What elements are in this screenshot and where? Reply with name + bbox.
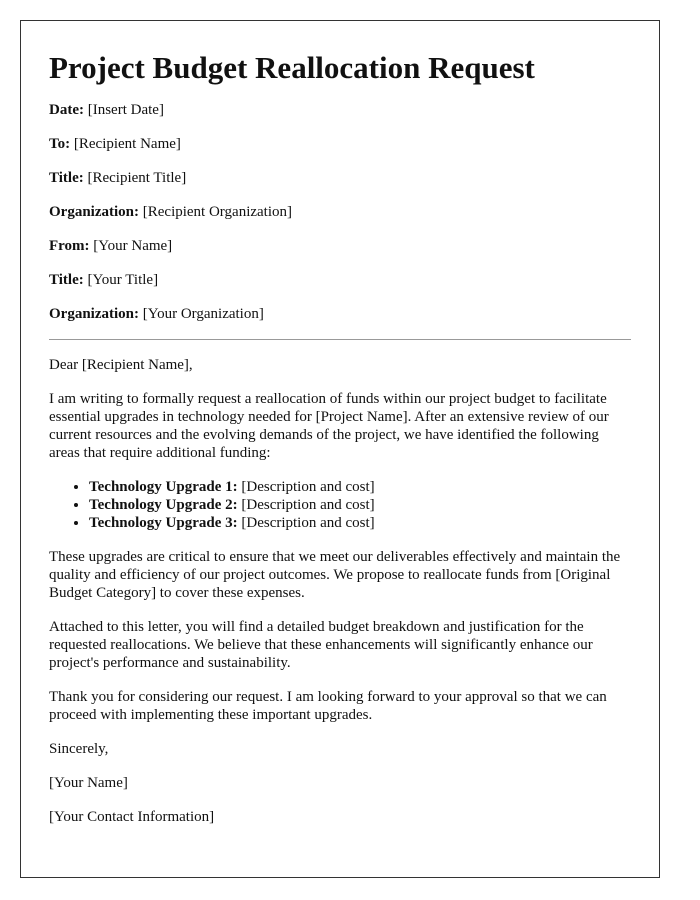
signature-contact: [Your Contact Information]: [49, 809, 215, 825]
to-value: [Recipient Name]: [70, 136, 181, 152]
to-field: [49, 135, 631, 153]
upgrade-list: [49, 478, 631, 532]
letter-title: Project Budget Reallocation Request: [49, 50, 535, 85]
salutation: Dear [Recipient Name],: [49, 357, 193, 373]
closing: Sincerely,: [49, 741, 109, 757]
critical-paragraph: These upgrades are critical to ensure that we meet our deliverables effectively and maintain the quality and efficiency of our project outcomes. We propose to reallocate funds from [Original Budget Category] to cover these expenses.: [49, 549, 621, 601]
sender-organization-field: [49, 305, 631, 323]
recipient-organization-field: [49, 203, 631, 221]
sender-organization-label: Organization:: [49, 306, 139, 322]
upgrade-description: [Description and cost]: [237, 497, 375, 513]
recipient-organization-value: [Recipient Organization]: [139, 204, 293, 220]
sender-title-field: [49, 271, 631, 289]
upgrade-description: [Description and cost]: [237, 479, 375, 495]
to-label: To:: [49, 136, 71, 152]
upgrade-label: Technology Upgrade 3:: [89, 515, 238, 531]
list-item: [89, 496, 631, 514]
from-field: [49, 237, 631, 255]
letter-document: [20, 20, 660, 878]
thanks-paragraph: Thank you for considering our request. I am looking forward to your approval so that we can proceed with implementing these important upgrades.: [49, 689, 607, 723]
date-label: Date:: [49, 102, 84, 118]
recipient-title-field: [49, 169, 631, 187]
from-label: From:: [49, 238, 90, 254]
list-item: [89, 514, 631, 532]
list-item: [89, 478, 631, 496]
header-divider: [49, 339, 631, 340]
from-value: [Your Name]: [89, 238, 173, 254]
sender-organization-value: [Your Organization]: [139, 306, 264, 322]
upgrade-description: [Description and cost]: [237, 515, 375, 531]
recipient-title-value: [Recipient Title]: [83, 170, 187, 186]
signature-name: [Your Name]: [49, 775, 128, 791]
intro-paragraph: I am writing to formally request a reallocation of funds within our project budget to facilitate essential upgrades in technology needed for [Project Name]. After an extensive review of our current resources and the evolving demands of the project, we have identified the following areas that require additional funding:: [49, 391, 609, 461]
upgrade-label: Technology Upgrade 2:: [89, 497, 238, 513]
date-field: [49, 101, 631, 119]
attachment-paragraph: Attached to this letter, you will find a detailed budget breakdown and justification for the requested reallocations. We believe that these enhancements will significantly enhance our project's performance and sustainability.: [49, 619, 593, 671]
date-value: [Insert Date]: [83, 102, 164, 118]
sender-title-label: Title:: [49, 272, 84, 288]
recipient-title-label: Title:: [49, 170, 84, 186]
upgrade-label: Technology Upgrade 1:: [89, 479, 238, 495]
recipient-organization-label: Organization:: [49, 204, 139, 220]
sender-title-value: [Your Title]: [83, 272, 159, 288]
